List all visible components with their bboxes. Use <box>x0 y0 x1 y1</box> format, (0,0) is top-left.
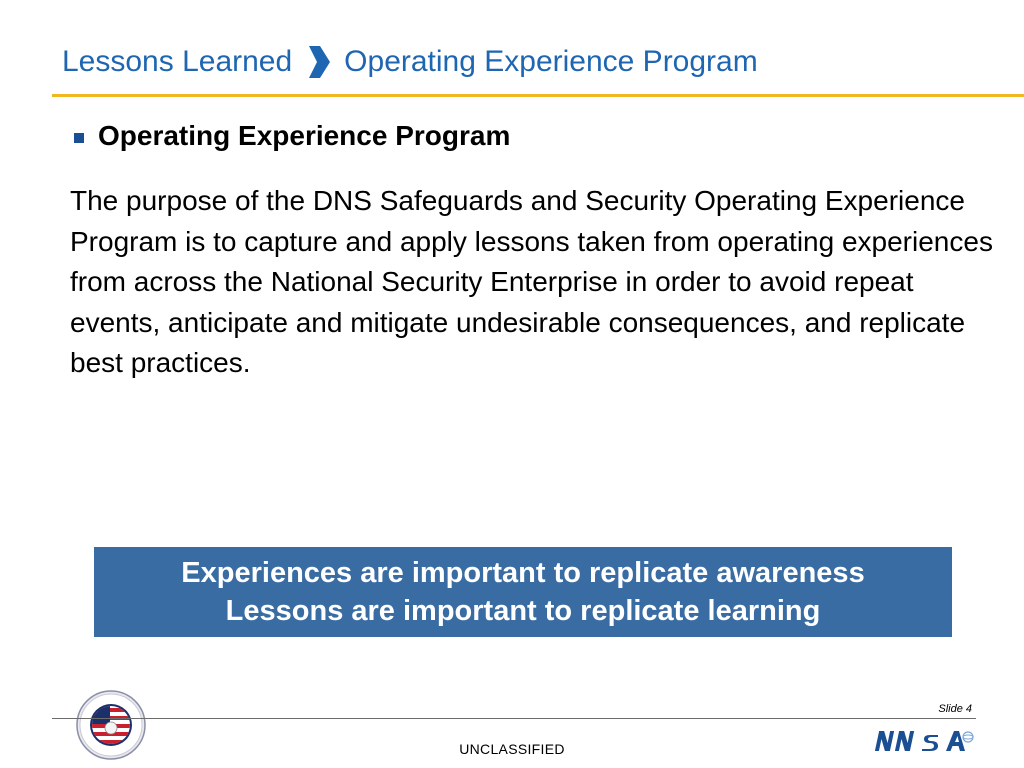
square-bullet-icon <box>74 133 84 143</box>
title-right: Operating Experience Program <box>344 45 758 78</box>
body-paragraph: The purpose of the DNS Safeguards and Security Operating Experience Program is to capture and apply lessons taken from operating experiences from across the National Security Enterprise in order to avoid repeat events, anticipate and mitigate undesirable consequences, and replicate best practices. <box>70 185 993 378</box>
callout-line-1: Experiences are important to replicate awareness <box>181 557 865 589</box>
classification-label: UNCLASSIFIED <box>459 741 565 757</box>
callout-line-2: Lessons are important to replicate learning <box>225 595 821 627</box>
title-divider <box>52 94 1024 97</box>
footer-divider <box>52 718 976 719</box>
slide-number: Slide 4 <box>938 703 972 715</box>
arrow-right-icon <box>306 42 332 82</box>
callout-box <box>94 547 952 637</box>
bullet-heading: Operating Experience Program <box>98 120 511 151</box>
slide-title <box>62 40 758 84</box>
nnsa-logo <box>872 727 976 755</box>
title-left: Lessons Learned <box>62 45 293 78</box>
bullet-item <box>74 120 510 152</box>
